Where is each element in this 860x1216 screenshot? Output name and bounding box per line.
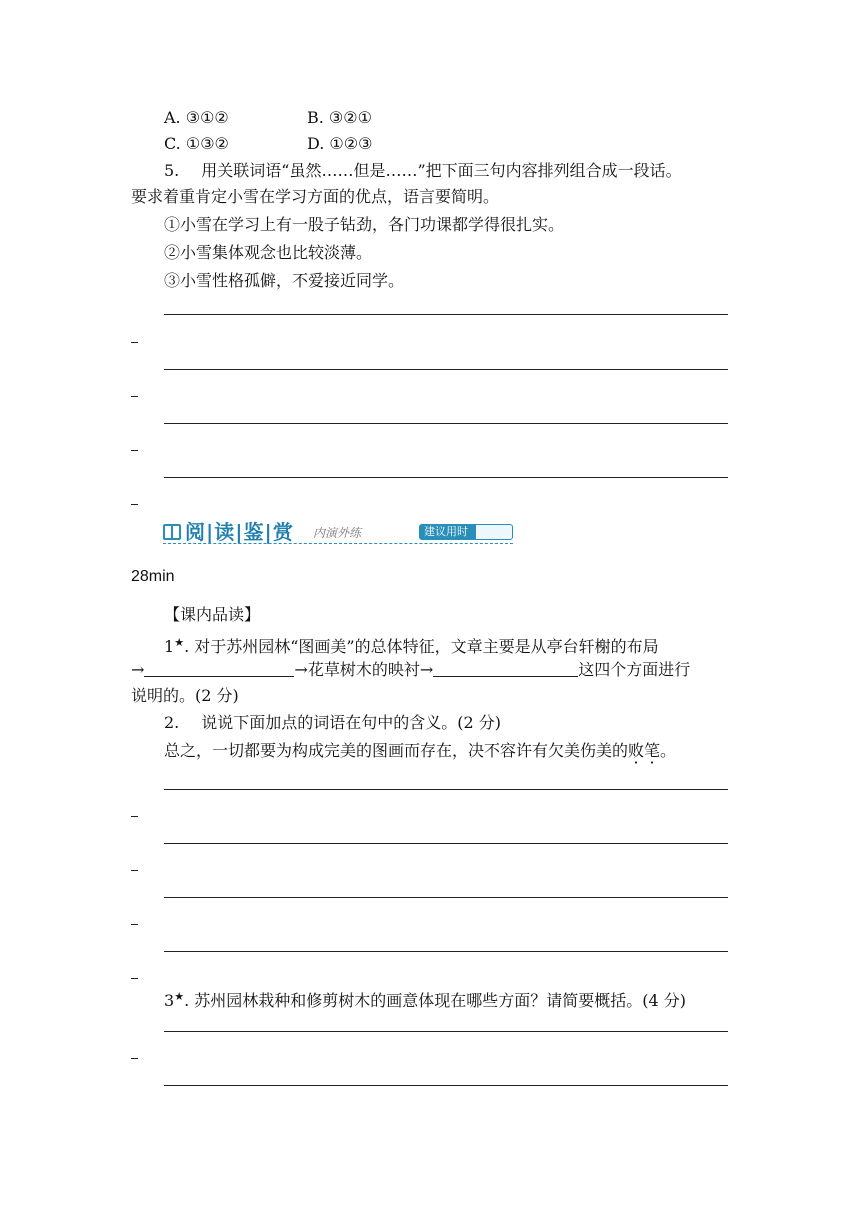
question-5-number: 5.	[164, 161, 180, 180]
answer-line-dash	[131, 924, 138, 925]
question-5-item-3: ③小雪性格孤僻，不爱接近同学。	[164, 271, 405, 290]
question-1-line2: → →花草树木的映衬→ 这四个方面进行	[131, 660, 691, 679]
answer-line-dash	[131, 396, 138, 397]
question-1-stem: . 对于苏州园林“图画美”的总体特征，文章主要是从亭台轩榭的布局	[184, 637, 659, 656]
question-3-line1	[164, 986, 686, 1012]
answer-line-dash	[131, 978, 138, 979]
star-icon: ★	[174, 636, 185, 649]
answer-line[interactable]	[164, 897, 728, 898]
question-3-stem: . 苏州园林栽种和修剪树木的画意体现在哪些方面？请简要概括。(4 分)	[184, 991, 686, 1010]
banner-divider	[163, 543, 513, 544]
option-b: B. ③②①	[307, 108, 372, 127]
suggested-time-badge	[419, 524, 513, 540]
option-c: C. ①③②	[164, 134, 229, 153]
dotted-word: 笔	[644, 741, 661, 760]
question-1-line3: 说明的。(2 分)	[131, 686, 239, 705]
answer-line-dash	[131, 816, 138, 817]
option-a: A. ③①②	[164, 108, 229, 127]
question-1-line1	[164, 632, 659, 658]
question-5-stem: 用关联词语“虽然……但是……”把下面三句内容排列组合成一段话。	[201, 161, 682, 180]
answer-line[interactable]	[164, 314, 728, 315]
answer-line[interactable]	[164, 423, 728, 424]
section-banner	[163, 520, 513, 546]
answer-line[interactable]	[164, 789, 728, 790]
answer-line[interactable]	[164, 477, 728, 478]
option-d: D. ①②③	[307, 134, 373, 153]
question-5-item-1: ①小雪在学习上有一股子钻劲，各门功课都学得很扎实。	[164, 215, 565, 234]
section-heading: 【课内品读】	[164, 605, 261, 624]
fill-blank-1[interactable]	[144, 660, 294, 677]
answer-line[interactable]	[164, 1031, 728, 1032]
answer-line[interactable]	[164, 951, 728, 952]
fill-blank-2[interactable]	[433, 660, 578, 677]
question-1-number: 1	[164, 637, 175, 656]
suggested-time-value: 28min	[131, 568, 175, 585]
answer-line-dash	[131, 1058, 138, 1059]
suggested-time-label: 建议用时	[424, 525, 468, 538]
question-2-quote: 总之，一切都要为构成完美的图画而存在，决不容许有欠美伤美的败笔。	[164, 741, 677, 760]
answer-line-dash	[131, 870, 138, 871]
section-subtitle: 内演外练	[313, 526, 362, 540]
answer-line-dash	[131, 342, 138, 343]
question-5-line1	[164, 160, 682, 182]
dotted-word: 败	[628, 741, 645, 760]
section-title: 阅|读|鉴|赏	[185, 520, 294, 544]
question-5-item-2: ②小雪集体观念也比较淡薄。	[164, 243, 373, 262]
answer-line-dash	[131, 450, 138, 451]
question-2-number: 2.	[164, 713, 180, 732]
book-icon	[163, 524, 181, 540]
question-5-line2: 要求着重肯定小雪在学习方面的优点，语言要简明。	[131, 187, 500, 206]
answer-line[interactable]	[164, 369, 728, 370]
question-3-number: 3	[164, 991, 175, 1010]
answer-line[interactable]	[164, 1085, 728, 1086]
answer-line-dash	[131, 504, 138, 505]
star-icon: ★	[174, 990, 185, 1003]
question-2-line1	[164, 712, 501, 734]
question-2-stem: 说说下面加点的词语在句中的含义。(2 分)	[201, 713, 502, 732]
answer-line[interactable]	[164, 843, 728, 844]
